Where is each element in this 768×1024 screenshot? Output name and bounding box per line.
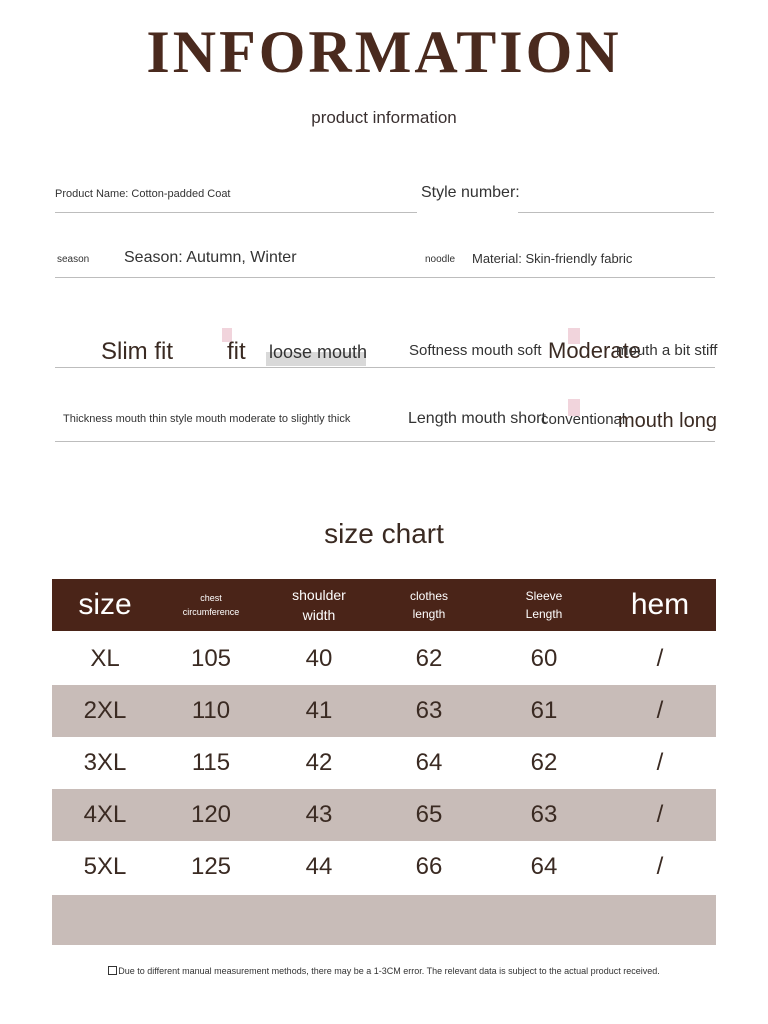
page-subtitle: product information: [311, 108, 457, 127]
attr-length-short: Length mouth short: [408, 410, 546, 427]
footnote-text: Due to different manual measurement methods, there may be a 1-3CM error. The relevant data is subject to the actual product received.: [118, 966, 660, 976]
header-sleeve-line2: Length: [525, 607, 563, 621]
cell-length: 65: [415, 801, 443, 828]
header-shoulder-line1: shoulder: [292, 587, 346, 603]
attr-long: mouth long: [618, 410, 717, 432]
cell-hem: /: [656, 697, 664, 724]
cell-sleeve: 61: [530, 697, 558, 724]
cell-size: 4XL: [83, 801, 127, 828]
header-clothes-length: [374, 579, 484, 631]
cell-size: XL: [90, 645, 120, 672]
attr-loose: loose mouth: [269, 342, 368, 362]
cell-length: 62: [415, 645, 443, 672]
divider: [518, 212, 714, 213]
cell-chest: 105: [190, 645, 232, 672]
season-label: season: [57, 254, 90, 265]
table-row: [52, 789, 716, 841]
divider: [55, 441, 715, 442]
cell-shoulder: 40: [305, 645, 333, 672]
header-shoulder-line2: width: [302, 607, 336, 623]
header-shoulder: [264, 579, 374, 631]
footnote: [0, 966, 768, 976]
cell-size: 2XL: [83, 697, 127, 724]
cell-length: 66: [415, 853, 443, 880]
cell-chest: 120: [190, 801, 232, 828]
cell-chest: 125: [190, 853, 232, 880]
page-title: INFORMATION: [146, 19, 622, 85]
cell-size: 5XL: [83, 853, 127, 880]
attr-conventional: conventional: [541, 411, 626, 428]
cell-hem: /: [656, 749, 664, 776]
style-number-label: Style number:: [421, 184, 520, 201]
cell-shoulder: 43: [305, 801, 333, 828]
material-value: Material: Skin-friendly fabric: [472, 251, 633, 266]
cell-length: 64: [415, 749, 443, 776]
cell-sleeve: 64: [530, 853, 558, 880]
header-chest-line1: chest: [200, 593, 222, 603]
header-chest: [158, 579, 264, 631]
divider: [55, 277, 715, 278]
divider: [55, 212, 417, 213]
header-clothes-line2: length: [412, 607, 446, 621]
size-chart-title: size chart: [324, 518, 444, 549]
attr-moderate: Moderate: [548, 338, 641, 363]
table-row: [52, 737, 716, 789]
cell-sleeve: 63: [530, 801, 558, 828]
attr-stiff: mouth a bit stiff: [616, 342, 718, 359]
cell-hem: /: [656, 853, 664, 880]
header-chest-line2: circumference: [182, 607, 240, 617]
size-chart-header: [52, 579, 716, 631]
attr-softness: Softness mouth soft: [409, 342, 542, 359]
product-name: Product Name: Cotton-padded Coat: [55, 188, 231, 200]
cell-shoulder: 44: [305, 853, 333, 880]
cell-chest: 115: [191, 749, 231, 776]
cell-sleeve: 62: [530, 749, 558, 776]
attr-thickness: Thickness mouth thin style mouth moderate to slightly thick: [63, 413, 351, 425]
table-row: [52, 633, 716, 685]
attr-slim-fit: Slim fit: [101, 338, 173, 365]
header-sleeve-line1: Sleeve: [525, 589, 563, 603]
season-value: Season: Autumn, Winter: [124, 249, 297, 266]
cell-sleeve: 60: [530, 645, 558, 672]
cell-hem: /: [656, 801, 664, 828]
header-size: size: [78, 588, 132, 621]
divider: [55, 367, 715, 368]
cell-length: 63: [415, 697, 443, 724]
header-clothes-line1: clothes: [409, 589, 449, 603]
cell-hem: /: [656, 645, 664, 672]
material-label: noodle: [425, 254, 456, 265]
table-row: [52, 685, 716, 737]
cell-chest: 110: [191, 697, 231, 724]
table-row: [52, 841, 716, 893]
table-row-empty: [52, 895, 716, 945]
attr-fit: fit: [227, 338, 246, 365]
header-hem: hem: [630, 588, 690, 621]
cell-shoulder: 41: [305, 697, 333, 724]
cell-shoulder: 42: [305, 749, 333, 776]
header-sleeve-length: [484, 579, 604, 631]
cell-size: 3XL: [83, 749, 127, 776]
note-icon: [108, 966, 117, 975]
